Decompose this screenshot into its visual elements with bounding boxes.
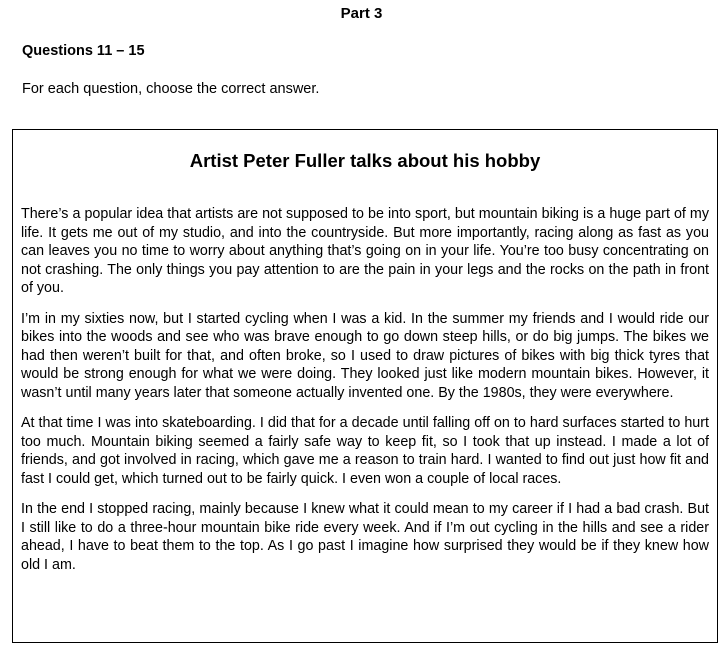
article-paragraph: At that time I was into skateboarding. I did that for a decade until falling off on to hard surfaces started to hurt too much. Mountain biking seemed a fairly safe way to keep fit, so I took that up instead. I made a lot of friends, and got involved in racing, which gave me a reason to train hard. I wanted to find out just how fit and fast I could get, which turned out to be fairly quick. I even won a couple of local races. — [21, 415, 709, 487]
instruction-text: For each question, choose the correct answer. — [22, 81, 320, 97]
article-body — [21, 205, 709, 586]
part-heading: Part 3 — [340, 5, 383, 22]
article-box — [12, 129, 718, 643]
article-paragraph: In the end I stopped racing, mainly because I knew what it could mean to my career if I had a bad crash. But I still like to do a three-hour mountain bike ride every week. And if I’m out cycling in the hills and see a rider ahead, I have to beat them to the top. As I go past I imagine how surprised they would be if they knew how old I am. — [21, 501, 709, 573]
article-paragraph: I’m in my sixties now, but I started cycling when I was a kid. In the summer my friends and I would ride our bikes into the woods and see who was brave enough to go down steep hills, or do big jumps. The bikes we had then weren’t built for that, and often broke, so I used to draw pictures of bikes with big thick tyres that would be strong enough for what we were doing. They looked just like modern mountain bikes. However, it wasn’t until many years later that someone actually invented one. By the 1980s, they were everywhere. — [21, 310, 709, 401]
article-title: Artist Peter Fuller talks about his hobby — [189, 150, 541, 171]
questions-heading: Questions 11 – 15 — [22, 43, 145, 59]
article-paragraph: There’s a popular idea that artists are not supposed to be into sport, but mountain biking is a huge part of my life. It gets me out of my studio, and into the countryside. But more importantly, racing along as fast as you can leaves you no time to worry about anything that’s going on in your life. You’re too busy concentrating on not crashing. The only things you pay attention to are the pain in your legs and the rocks on the path in front of you. — [21, 206, 709, 296]
